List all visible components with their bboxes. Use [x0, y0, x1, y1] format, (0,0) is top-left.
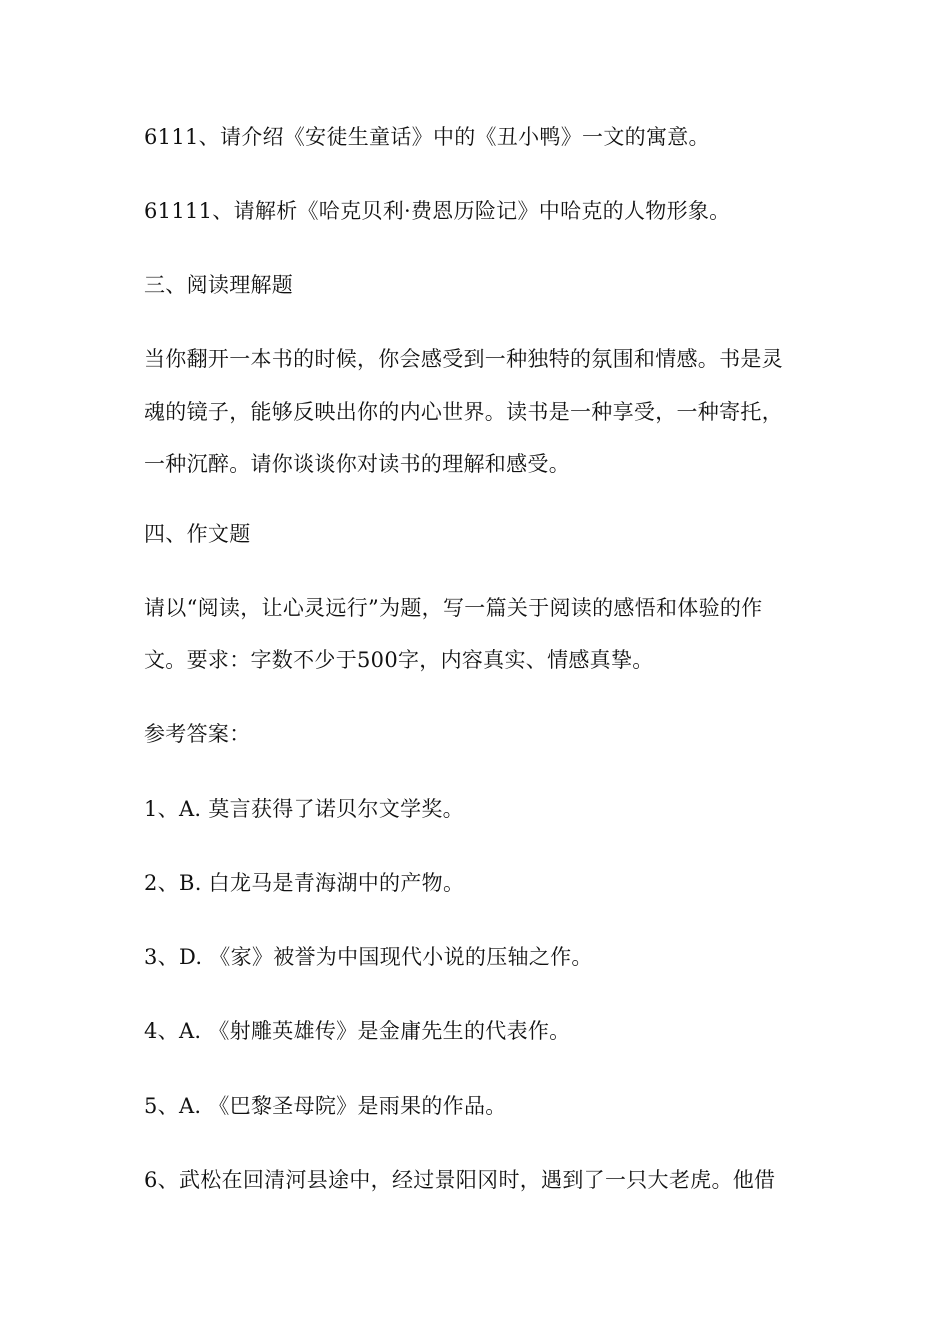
answer-4: 4、A. 《射雕英雄传》是金庸先生的代表作。	[144, 1019, 571, 1043]
question-6111: 6111、请介绍《安徒生童话》中的《丑小鸭》一文的寓意。	[144, 125, 710, 149]
section-heading-reading: 三、阅读理解题	[144, 273, 294, 297]
answer-6: 6、武松在回清河县途中，经过景阳冈时，遇到了一只大老虎。他借	[144, 1168, 776, 1192]
answer-1: 1、A. 莫言获得了诺贝尔文学奖。	[144, 797, 464, 821]
reading-passage-line-2: 魂的镜子，能够反映出你的内心世界。读书是一种享受，一种寄托，	[144, 400, 783, 424]
answer-3: 3、D. 《家》被誉为中国现代小说的压轴之作。	[144, 945, 593, 969]
answer-5: 5、A. 《巴黎圣母院》是雨果的作品。	[144, 1094, 507, 1118]
reading-passage-line-1: 当你翻开一本书的时候，你会感受到一种独特的氛围和情感。书是灵	[144, 347, 783, 371]
essay-prompt-line-1: 请以“阅读，让心灵远行”为题，写一篇关于阅读的感悟和体验的作	[144, 596, 763, 620]
reading-passage-line-3: 一种沉醉。请你谈谈你对读书的理解和感受。	[144, 452, 570, 476]
answers-heading: 参考答案：	[144, 722, 251, 746]
answer-2: 2、B. 白龙马是青海湖中的产物。	[144, 871, 465, 895]
section-heading-essay: 四、作文题	[144, 522, 251, 546]
question-61111: 61111、请解析《哈克贝利·费恩历险记》中哈克的人物形象。	[144, 199, 731, 223]
essay-prompt-line-2: 文。要求：字数不少于500字，内容真实、情感真挚。	[144, 648, 654, 672]
